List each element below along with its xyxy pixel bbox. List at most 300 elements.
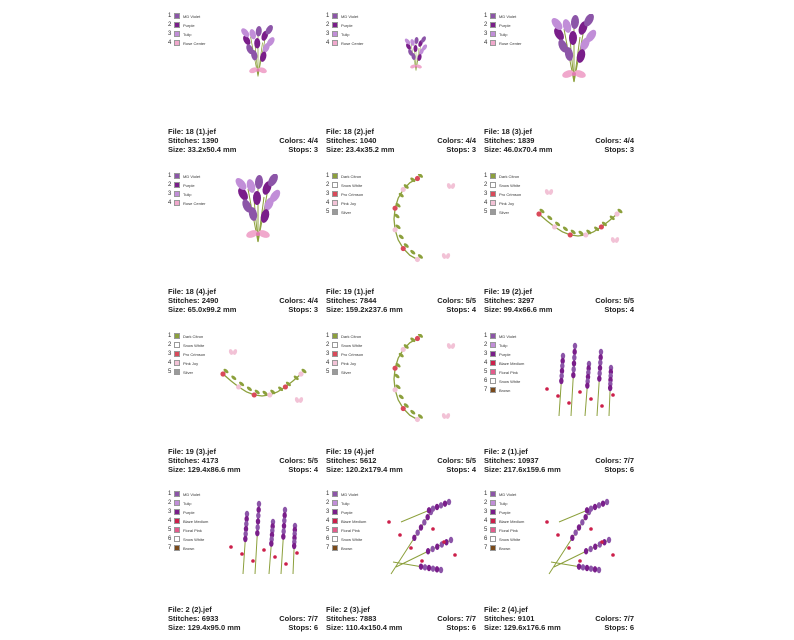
color-swatch — [490, 209, 496, 215]
stops-label: Stops: — [446, 305, 470, 314]
file-label: File: — [484, 605, 500, 614]
stops-value: 4 — [629, 305, 634, 314]
lavender-bud — [583, 514, 587, 520]
design-card[interactable] — [168, 12, 318, 162]
file-info — [484, 447, 528, 456]
design-card[interactable] — [484, 12, 634, 162]
blossom — [283, 384, 288, 389]
lavender-bud — [584, 548, 588, 554]
blossom — [236, 384, 241, 389]
embroidery-preview — [371, 174, 471, 269]
color-swatch-row — [484, 508, 524, 516]
petal — [253, 191, 261, 205]
color-swatch-list — [326, 172, 363, 217]
swatch-color-name: Snow White — [499, 378, 521, 384]
color-swatch-row — [326, 368, 363, 376]
stitches-info — [168, 296, 218, 305]
leaf — [398, 394, 405, 400]
size-value: 46.0x70.4 mm — [503, 145, 553, 154]
swatch-number: 7 — [484, 545, 488, 551]
petal — [570, 15, 579, 30]
butterfly-wing — [450, 182, 456, 189]
size-value: 99.4x66.6 mm — [503, 305, 553, 314]
red-berry — [611, 553, 615, 557]
design-card[interactable] — [168, 490, 318, 640]
colors-label: Colors: — [595, 456, 622, 465]
swatch-color-name: Pink Joy — [499, 200, 515, 206]
lavender-bud — [412, 535, 416, 541]
color-swatch-row — [168, 359, 205, 367]
swatch-color-name: Pro Crimson — [341, 351, 364, 357]
file-info — [484, 287, 532, 296]
lavender-bud — [577, 524, 581, 530]
red-berry — [567, 401, 571, 405]
swatch-number: 5 — [326, 527, 330, 533]
swatch-number: 3 — [168, 351, 172, 357]
blossom — [401, 187, 406, 192]
color-swatch — [174, 509, 180, 515]
file-value: 19 (4).jef — [343, 447, 374, 456]
color-swatch-row — [168, 517, 208, 525]
stitches-info — [484, 456, 539, 465]
swatch-color-name: Rose Center — [499, 40, 522, 46]
swatch-number: 4 — [168, 200, 172, 206]
color-swatch-row — [326, 190, 363, 198]
blossom — [220, 371, 225, 376]
vine-stem — [394, 179, 417, 260]
file-label: File: — [168, 447, 184, 456]
color-swatch — [174, 351, 180, 357]
color-swatch — [490, 333, 496, 339]
swatch-color-name: Purple — [341, 22, 353, 28]
bouquet-motif — [549, 14, 598, 82]
stitches-info — [168, 614, 218, 623]
colors-value: 5/5 — [307, 456, 318, 465]
swatch-number: 1 — [168, 173, 172, 179]
color-swatch — [332, 40, 338, 46]
leaf — [546, 215, 553, 221]
blossom — [415, 257, 420, 262]
color-swatch-list — [168, 12, 205, 48]
color-swatch — [490, 500, 496, 506]
red-berry — [431, 527, 435, 531]
color-swatch — [332, 13, 338, 19]
red-berry — [453, 553, 457, 557]
file-label: File: — [484, 447, 500, 456]
swatch-number: 3 — [484, 351, 488, 357]
size-value: 110.4x150.4 mm — [345, 623, 403, 632]
stitches-label: Stitches: — [484, 614, 516, 623]
swatch-number: 5 — [326, 369, 330, 375]
blossom — [252, 392, 257, 397]
lavender-bud — [577, 563, 581, 569]
swatch-color-name: Floral Pink — [499, 527, 518, 533]
embroidery-preview — [213, 492, 313, 587]
lavender-bud — [439, 567, 443, 573]
design-card[interactable] — [326, 490, 476, 640]
swatch-color-name: MD Violet — [341, 491, 359, 497]
swatch-number: 1 — [484, 173, 488, 179]
butterfly-wing — [548, 188, 554, 195]
color-swatch-row — [484, 208, 521, 216]
red-berry — [262, 548, 266, 552]
lavender-bud — [559, 378, 563, 384]
color-swatch-row — [326, 30, 363, 38]
swatch-color-name: Rose Center — [183, 200, 206, 206]
color-swatch-row — [168, 499, 208, 507]
stitches-label: Stitches: — [168, 136, 200, 145]
design-card[interactable] — [484, 490, 634, 640]
color-swatch — [332, 527, 338, 533]
design-card[interactable] — [168, 332, 318, 482]
color-swatch-list — [484, 490, 524, 553]
lavender-bud — [255, 530, 259, 536]
red-berry — [567, 546, 571, 550]
colors-value: 5/5 — [465, 456, 476, 465]
colors-value: 7/7 — [623, 614, 634, 623]
embroidery-preview — [213, 334, 313, 429]
red-berry — [420, 559, 424, 563]
stitches-info — [326, 456, 376, 465]
color-swatch — [174, 22, 180, 28]
swatch-color-name: Tulip — [341, 500, 350, 506]
color-swatch — [332, 545, 338, 551]
color-swatch-row — [326, 350, 363, 358]
swatch-color-name: MD Violet — [499, 13, 517, 19]
swatch-color-name: Snow White — [183, 342, 205, 348]
swatch-number: 5 — [484, 527, 488, 533]
file-info — [168, 287, 216, 296]
color-swatch-row — [484, 30, 521, 38]
file-info — [168, 127, 216, 136]
stops-label: Stops: — [288, 145, 312, 154]
stops-label: Stops: — [446, 465, 470, 474]
color-swatch — [174, 536, 180, 542]
stops-info — [446, 145, 476, 154]
swatch-color-name: Rose Center — [341, 40, 364, 46]
butterfly-wing — [445, 412, 451, 419]
color-swatch-list — [168, 332, 205, 377]
swatch-color-name: Tulip — [183, 31, 192, 37]
color-swatch — [332, 360, 338, 366]
swatch-number: 4 — [484, 360, 488, 366]
design-card[interactable] — [484, 332, 634, 482]
design-card[interactable] — [326, 172, 476, 322]
lavender-bud — [431, 505, 435, 511]
bow-knot — [572, 72, 576, 76]
stops-info — [288, 145, 318, 154]
swatch-color-name: Snow White — [341, 342, 363, 348]
color-swatch-row — [168, 172, 205, 180]
size-value: 129.4x86.6 mm — [187, 465, 241, 474]
color-swatch — [490, 200, 496, 206]
lavender-bud — [243, 536, 247, 542]
lavender-bud — [292, 543, 296, 549]
stops-label: Stops: — [446, 145, 470, 154]
stops-info — [604, 465, 634, 474]
size-label: Size: — [168, 145, 186, 154]
petal — [248, 28, 257, 40]
stitches-info — [484, 614, 534, 623]
blossom — [401, 246, 406, 251]
blossom — [415, 336, 420, 341]
lavender-bud — [585, 382, 589, 388]
stitches-value: 5612 — [359, 456, 377, 465]
size-label: Size: — [326, 145, 344, 154]
blossom — [392, 366, 397, 371]
bouquet-motif — [233, 174, 282, 242]
swatch-number: 1 — [484, 333, 488, 339]
stops-label: Stops: — [288, 623, 312, 632]
embroidery-preview — [529, 14, 629, 109]
design-info — [484, 287, 634, 314]
file-value: 18 (4).jef — [185, 287, 216, 296]
stops-value: 6 — [313, 623, 318, 632]
stops-value: 3 — [629, 145, 634, 154]
file-value: 2 (1).jef — [501, 447, 528, 456]
lavender-bud — [601, 500, 605, 506]
color-swatch-row — [484, 350, 524, 358]
color-swatch — [332, 509, 338, 515]
colors-label: Colors: — [437, 456, 464, 465]
stops-label: Stops: — [604, 305, 628, 314]
size-info — [326, 623, 402, 632]
swatch-color-name: Brown — [183, 545, 195, 551]
leaf — [246, 386, 253, 392]
color-swatch-row — [484, 517, 524, 525]
color-swatch — [490, 191, 496, 197]
color-swatch — [490, 536, 496, 542]
swatch-number: 3 — [326, 509, 330, 515]
lavender-bud — [435, 544, 439, 550]
size-value: 23.4x35.2 mm — [345, 145, 395, 154]
color-swatch — [174, 360, 180, 366]
color-swatch-row — [484, 377, 524, 385]
design-card[interactable] — [484, 172, 634, 322]
color-swatch — [174, 527, 180, 533]
swatch-color-name: Silver — [341, 209, 352, 215]
color-swatch — [174, 500, 180, 506]
swatch-number: 3 — [326, 351, 330, 357]
swatch-color-name: Purple — [183, 509, 195, 515]
swatch-color-name: Tulip — [183, 191, 192, 197]
embroidery-preview — [213, 14, 313, 109]
swatch-number: 5 — [326, 209, 330, 215]
color-swatch-row — [484, 544, 524, 552]
vine-motif — [392, 334, 455, 422]
stops-info — [604, 145, 634, 154]
butterfly-wing — [232, 348, 238, 355]
leaf — [398, 234, 405, 240]
red-berry — [556, 533, 560, 537]
stops-info — [446, 465, 476, 474]
swatch-number: 5 — [484, 209, 488, 215]
red-berry — [398, 533, 402, 537]
butterfly-wing — [298, 396, 304, 403]
lavender-bud — [257, 501, 261, 507]
swatch-number: 4 — [484, 200, 488, 206]
stops-value: 4 — [313, 465, 318, 474]
swatch-number: 4 — [326, 518, 330, 524]
colors-value: 7/7 — [465, 614, 476, 623]
file-info — [168, 447, 216, 456]
swatch-number: 6 — [484, 378, 488, 384]
swatch-color-name: Purple — [499, 22, 511, 28]
blossom — [392, 227, 397, 232]
stops-info — [604, 623, 634, 632]
color-swatch-row — [484, 332, 524, 340]
color-swatch-row — [484, 21, 521, 29]
color-swatch — [332, 191, 338, 197]
red-berry — [556, 394, 560, 398]
color-swatch-row — [168, 21, 205, 29]
colors-value: 4/4 — [623, 136, 634, 145]
color-swatch — [490, 31, 496, 37]
size-info — [326, 305, 403, 314]
stitches-label: Stitches: — [168, 456, 200, 465]
design-card[interactable] — [326, 12, 476, 162]
size-label: Size: — [326, 465, 344, 474]
swatch-number: 3 — [484, 191, 488, 197]
swatch-number: 2 — [168, 22, 172, 28]
lavender-bud — [256, 507, 260, 513]
red-berry — [284, 562, 288, 566]
colors-value: 4/4 — [307, 136, 318, 145]
swatch-number: 4 — [326, 360, 330, 366]
colors-info — [437, 614, 476, 623]
swatch-number: 3 — [484, 509, 488, 515]
color-swatch-row — [326, 490, 366, 498]
lavender-bud — [427, 565, 431, 571]
lavender-bud — [570, 535, 574, 541]
color-swatch-row — [484, 526, 524, 534]
lavender-bud — [572, 360, 576, 366]
color-swatch-row — [168, 544, 208, 552]
lavender-bud — [430, 546, 434, 552]
size-label: Size: — [484, 145, 502, 154]
vine-stem — [394, 339, 417, 420]
color-swatch — [332, 351, 338, 357]
leaf — [409, 249, 416, 255]
swatch-number: 3 — [168, 31, 172, 37]
colors-info — [279, 296, 318, 305]
stitches-value: 3297 — [517, 296, 535, 305]
lavender-bud — [426, 548, 430, 554]
swatch-color-name: Tulip — [341, 31, 350, 37]
lavender-bud — [588, 546, 592, 552]
color-swatch-row — [326, 499, 366, 507]
colors-info — [595, 296, 634, 305]
color-swatch-row — [484, 181, 521, 189]
lavender-bud — [281, 533, 285, 539]
size-info — [484, 465, 561, 474]
color-swatch — [490, 40, 496, 46]
swatch-color-name: MD Violet — [499, 333, 517, 339]
lavender-bud — [605, 499, 609, 505]
stitches-info — [168, 136, 218, 145]
color-swatch-row — [168, 368, 205, 376]
swatch-number: 6 — [168, 536, 172, 542]
swatch-color-name: Blaze Medium — [341, 518, 367, 524]
color-swatch — [490, 491, 496, 497]
file-label: File: — [326, 287, 342, 296]
lavender-bud — [449, 537, 453, 543]
color-swatch-row — [168, 526, 208, 534]
leaf — [562, 226, 569, 232]
petal — [254, 175, 263, 190]
blossom — [392, 387, 397, 392]
color-swatch-row — [484, 490, 524, 498]
color-swatch-row — [484, 172, 521, 180]
swatch-number: 6 — [326, 536, 330, 542]
swatch-number: 2 — [168, 342, 172, 348]
swatch-color-name: Blaze Medium — [183, 518, 209, 524]
lavender-bud — [597, 502, 601, 508]
file-label: File: — [326, 447, 342, 456]
color-swatch-list — [326, 12, 363, 48]
file-value: 2 (3).jef — [343, 605, 370, 614]
stitches-value: 9101 — [517, 614, 535, 623]
swatch-color-name: Silver — [499, 209, 510, 215]
color-swatch — [332, 333, 338, 339]
red-berry — [589, 397, 593, 401]
swatch-number: 1 — [168, 13, 172, 19]
color-swatch-row — [484, 386, 524, 394]
stops-value: 6 — [629, 623, 634, 632]
swatch-color-name: Brown — [499, 545, 511, 551]
colors-info — [279, 136, 318, 145]
size-info — [484, 305, 552, 314]
design-info — [484, 447, 634, 474]
blossom — [568, 232, 573, 237]
swatch-color-name: MD Violet — [183, 173, 201, 179]
color-swatch-row — [326, 508, 366, 516]
red-berry — [600, 404, 604, 408]
stops-value: 3 — [471, 145, 476, 154]
lavender-bud — [571, 372, 575, 378]
swatch-number: 3 — [168, 191, 172, 197]
swatch-color-name: Purple — [183, 22, 195, 28]
swatch-color-name: Tulip — [499, 31, 508, 37]
stitches-value: 7844 — [359, 296, 377, 305]
color-swatch-row — [326, 39, 363, 47]
swatch-color-name: Rose Center — [183, 40, 206, 46]
design-card[interactable] — [168, 172, 318, 322]
color-swatch — [174, 491, 180, 497]
red-berry — [387, 520, 391, 524]
red-berry — [545, 520, 549, 524]
stops-label: Stops: — [604, 145, 628, 154]
color-swatch — [490, 527, 496, 533]
design-card[interactable] — [326, 332, 476, 482]
swatch-color-name: Purple — [341, 509, 353, 515]
color-swatch — [490, 13, 496, 19]
color-swatch — [332, 209, 338, 215]
swatch-color-name: Pink Joy — [183, 360, 199, 366]
color-swatch-row — [326, 341, 363, 349]
swatch-number: 1 — [168, 333, 172, 339]
color-swatch-row — [168, 490, 208, 498]
colors-label: Colors: — [279, 456, 306, 465]
color-swatch-row — [484, 359, 524, 367]
color-swatch — [174, 173, 180, 179]
vine-motif — [392, 174, 455, 262]
swatch-color-name: Snow White — [341, 182, 363, 188]
size-label: Size: — [484, 465, 502, 474]
color-swatch-row — [326, 172, 363, 180]
file-info — [326, 605, 370, 614]
swatch-color-name: Brown — [499, 387, 511, 393]
